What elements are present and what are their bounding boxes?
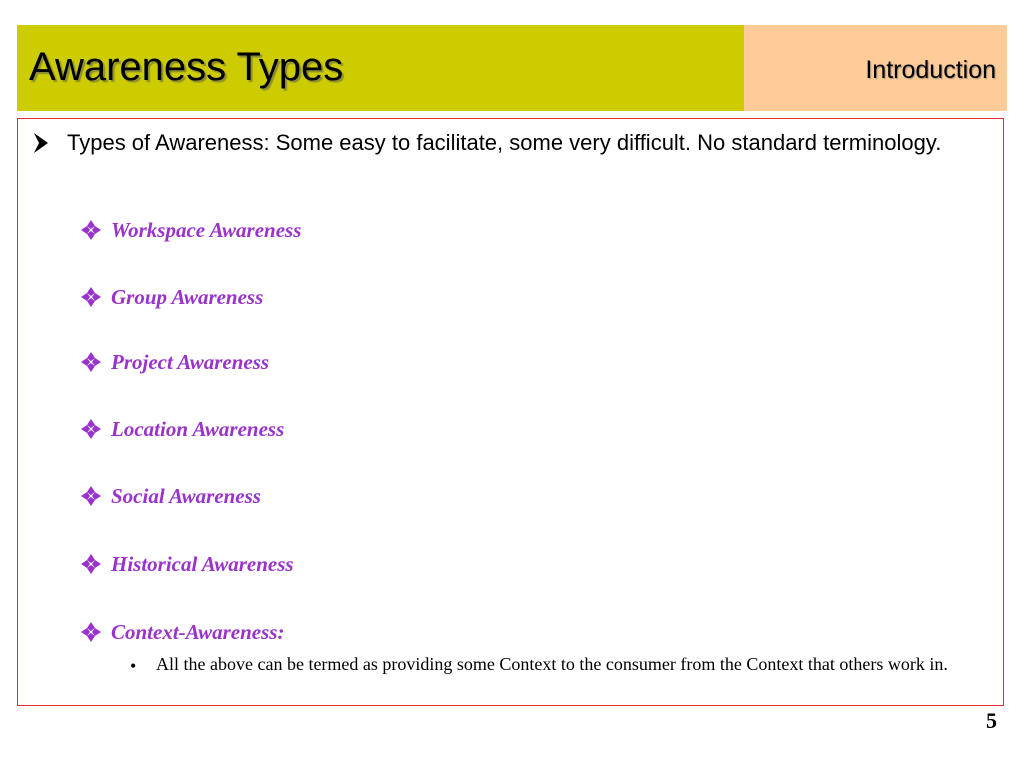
context-detail-text: All the above can be termed as providing some Context to the consumer from the Context that others work in.: [156, 654, 948, 674]
list-item-label: Historical Awareness: [111, 552, 294, 576]
content-frame: [17, 118, 1004, 706]
title-banner: [17, 25, 744, 111]
list-item-label: Context-Awareness:: [111, 620, 285, 644]
main-bullet-text: Types of Awareness: Some easy to facilitate, some very difficult. No standard terminology.: [67, 130, 942, 155]
arrow-bullet-icon: [28, 129, 56, 157]
diamond-bullet-icon: [80, 418, 102, 440]
list-item-label: Group Awareness: [111, 285, 264, 309]
list-item-label: Location Awareness: [111, 417, 285, 441]
bullet-dot: •: [130, 656, 137, 676]
section-banner: [744, 25, 1007, 111]
list-item-label: Workspace Awareness: [111, 218, 302, 242]
page-number: 5: [986, 708, 997, 733]
slide-title: Awareness Types: [29, 45, 344, 89]
diamond-bullet-icon: [80, 553, 102, 575]
diamond-bullet-icon: [80, 219, 102, 241]
list-item-label: Social Awareness: [111, 484, 261, 508]
diamond-bullet-icon: [80, 351, 102, 373]
section-label: Introduction: [865, 56, 996, 84]
diamond-bullet-icon: [80, 621, 102, 643]
list-item-label: Project Awareness: [111, 350, 270, 374]
diamond-bullet-icon: [80, 286, 102, 308]
diamond-bullet-icon: [80, 485, 102, 507]
